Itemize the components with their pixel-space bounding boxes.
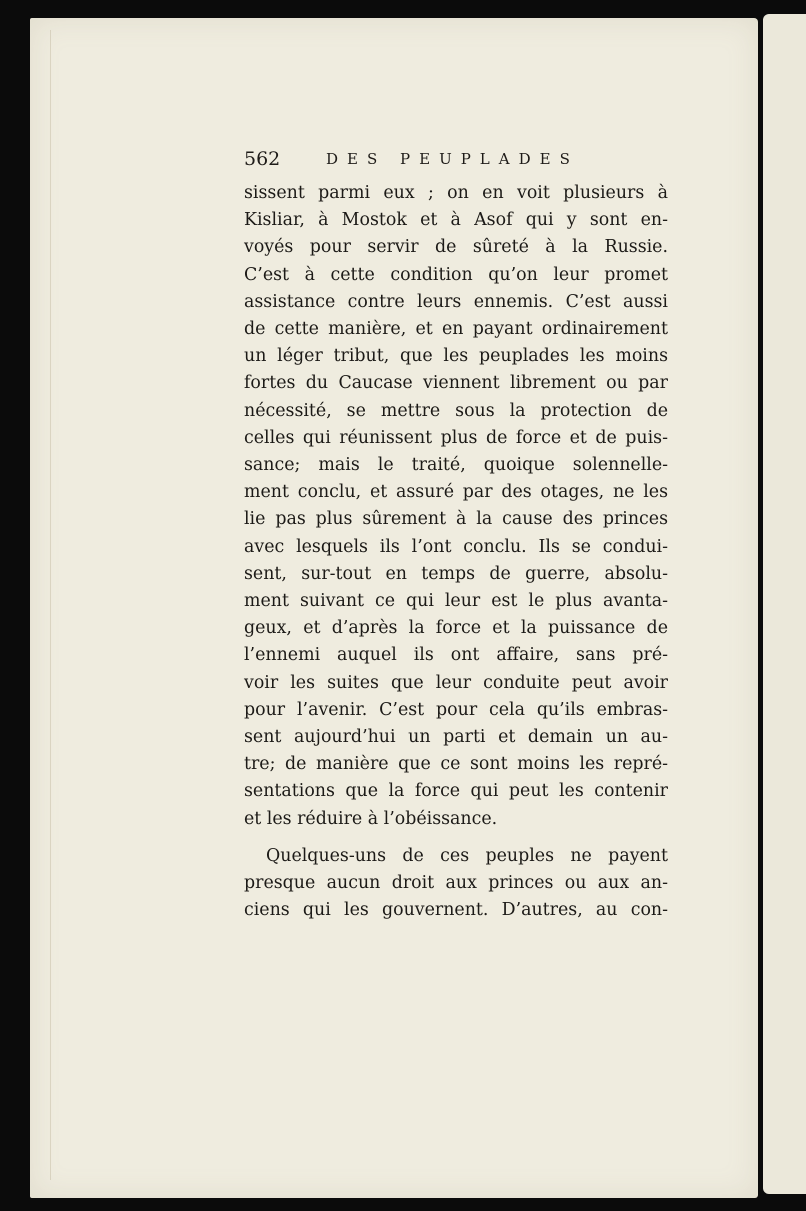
- text-line: voyés pour servir de sûreté à la Russie.: [244, 237, 668, 258]
- text-line: et les réduire à l’obéissance.: [244, 808, 498, 829]
- text-line: sent, sur-tout en temps de guerre, absolu-: [244, 563, 668, 584]
- page-header: [244, 148, 644, 172]
- text-line: ciens qui les gouvernent. D’autres, au con-: [244, 900, 668, 921]
- text-line: Quelques-uns de ces peuples ne payent: [266, 845, 668, 866]
- text-line: geux, et d’après la force et la puissance de: [244, 618, 668, 639]
- text-line: C’est à cette condition qu’on leur promet: [244, 264, 668, 285]
- text-line: avec lesquels ils l’ont conclu. Ils se condui-: [244, 536, 668, 557]
- text-line: tre; de manière que ce sont moins les repré-: [244, 754, 668, 775]
- text-line: sance; mais le traité, quoique solennelle-: [244, 455, 668, 476]
- running-title: DES PEUPLADES: [326, 150, 579, 168]
- text-line: voir les suites que leur conduite peut avoir: [244, 672, 668, 693]
- text-line: celles qui réunissent plus de force et de puis-: [244, 427, 668, 448]
- page-number: 562: [244, 148, 281, 170]
- paragraph-2: [244, 843, 668, 925]
- text-line: ment conclu, et assuré par des otages, ne les: [244, 482, 668, 503]
- text-line: Kisliar, à Mostok et à Asof qui y sont en-: [244, 210, 668, 231]
- text-line: nécessité, se mettre sous la protection de: [244, 400, 668, 421]
- text-line: l’ennemi auquel ils ont affaire, sans pré-: [244, 645, 668, 666]
- paragraph-1: [244, 180, 668, 833]
- text-line: assistance contre leurs ennemis. C’est aussi: [244, 291, 668, 312]
- text-line: ment suivant ce qui leur est le plus avanta-: [244, 591, 668, 612]
- text-line: fortes du Caucase viennent librement ou par: [244, 373, 668, 394]
- text-line: de cette manière, et en payant ordinairement: [244, 319, 668, 340]
- text-line: lie pas plus sûrement à la cause des princes: [244, 509, 668, 530]
- text-line: presque aucun droit aux princes ou aux an-: [244, 873, 668, 894]
- text-line: sent aujourd’hui un parti et demain un au-: [244, 727, 668, 748]
- text-line: sentations que la force qui peut les contenir: [244, 781, 668, 802]
- body-text: [244, 180, 668, 924]
- text-line: sissent parmi eux ; on en voit plusieurs à: [244, 183, 668, 203]
- facing-page-edge: [763, 14, 806, 1194]
- text-line: pour l’avenir. C’est pour cela qu’ils embras-: [244, 699, 668, 720]
- text-line: un léger tribut, que les peuplades les moins: [244, 346, 668, 367]
